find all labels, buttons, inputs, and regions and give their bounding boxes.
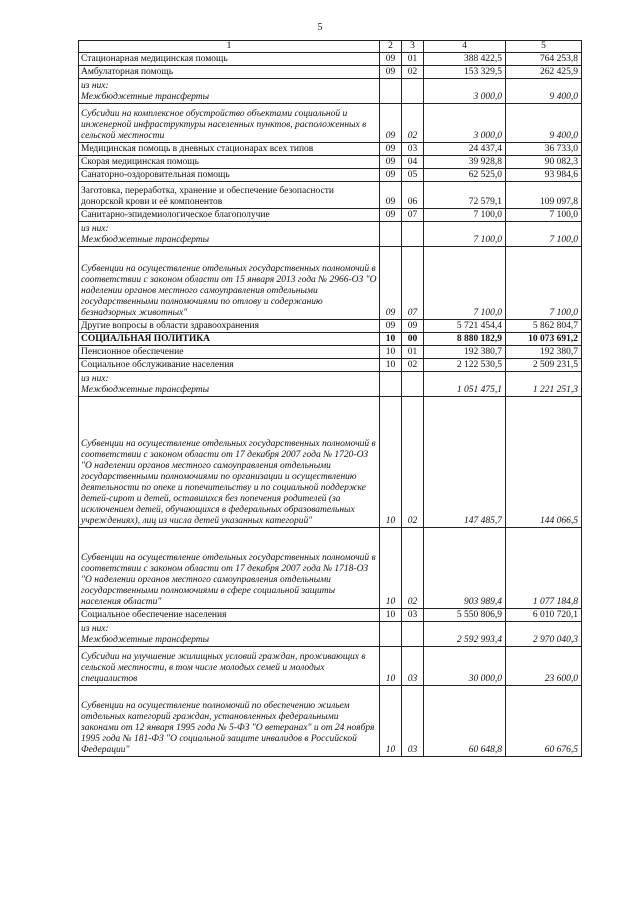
row-value-1-cell: 8 880 182,9 (424, 333, 506, 346)
row-name-cell: Субвенции на осуществление отдельных государственных полномочий в соответствии с законом области от 17 декабря 2007 года № 1718-ОЗ "О наделении органов местного самоуправления отдельными государственными полномочиями в сфере социальной защиты населения области" (79, 528, 380, 609)
row-value-2-cell: 2 509 231,5 (506, 359, 582, 372)
row-subsection-cell: 03 (402, 609, 424, 622)
row-value-2-cell: 9 400,0 (506, 79, 582, 104)
row-value-1-cell: 24 437,4 (424, 143, 506, 156)
row-section-cell: 09 (380, 53, 402, 66)
row-name-cell: Скорая медицинская помощь (79, 156, 380, 169)
row-name-cell: из них: Межбюджетные трансферты (79, 372, 380, 397)
row-section-cell (380, 79, 402, 104)
row-section-cell: 09 (380, 247, 402, 320)
row-section-cell (380, 372, 402, 397)
table-row (79, 528, 582, 609)
table-row (79, 333, 582, 346)
row-subsection-cell: 03 (402, 647, 424, 686)
row-value-2-cell: 36 733,0 (506, 143, 582, 156)
table-row (79, 182, 582, 209)
table-row (79, 104, 582, 143)
row-section-cell (380, 222, 402, 247)
budget-table (78, 40, 582, 757)
table-row (79, 209, 582, 222)
row-section-cell: 09 (380, 66, 402, 79)
table-row (79, 156, 582, 169)
row-name-cell: из них: Межбюджетные трансферты (79, 79, 380, 104)
row-value-2-cell: 6 010 720,1 (506, 609, 582, 622)
table-row (79, 647, 582, 686)
row-subsection-cell: 03 (402, 686, 424, 757)
row-value-2-cell: 60 676,5 (506, 686, 582, 757)
row-value-1-cell: 1 051 475,1 (424, 372, 506, 397)
row-value-1-cell: 3 000,0 (424, 79, 506, 104)
row-value-1-cell: 388 422,5 (424, 53, 506, 66)
row-name-cell: Субвенции на осуществление отдельных государственных полномочий в соответствии с законом области от 17 декабря 2007 года № 1720-ОЗ "О наделении органов местного самоуправления отдельными государственными полномочиями по организации и осуществлению деятельности по опеке и попечительству и по социальной поддержке детей-сирот и детей, оставшихся без попечения родителей (за исключением детей, обучающихся в федеральных образовательных учреждениях), лиц из числа детей указанных категорий" (79, 397, 380, 528)
row-subsection-cell: 06 (402, 182, 424, 209)
row-subsection-cell: 01 (402, 53, 424, 66)
row-name-cell: Амбулаторная помощь (79, 66, 380, 79)
row-subsection-cell: 03 (402, 143, 424, 156)
row-value-1-cell: 7 100,0 (424, 209, 506, 222)
row-name-cell: Заготовка, переработка, хранение и обеспечение безопасности донорской крови и её компонентов (79, 182, 380, 209)
table-row (79, 222, 582, 247)
row-value-1-cell: 7 100,0 (424, 222, 506, 247)
row-subsection-cell: 00 (402, 333, 424, 346)
header-cell: 2 (380, 41, 402, 53)
row-value-2-cell: 109 097,8 (506, 182, 582, 209)
row-name-cell: Другие вопросы в области здравоохранения (79, 320, 380, 333)
row-value-1-cell: 153 329,5 (424, 66, 506, 79)
row-section-cell: 09 (380, 169, 402, 182)
row-value-1-cell: 39 928,8 (424, 156, 506, 169)
row-section-cell: 09 (380, 104, 402, 143)
row-subsection-cell: 02 (402, 66, 424, 79)
row-name-cell: Субвенции на осуществление отдельных государственных полномочий в соответствии с законом области от 15 января 2013 года № 2966-ОЗ "О наделении органов местного самоуправления отдельными государственными полномочиями по отлову и содержанию безнадзорных животных" (79, 247, 380, 320)
row-value-1-cell: 2 122 530,5 (424, 359, 506, 372)
row-section-cell: 09 (380, 320, 402, 333)
table-row (79, 169, 582, 182)
table-row (79, 372, 582, 397)
table-row (79, 346, 582, 359)
table-row (79, 359, 582, 372)
row-value-2-cell: 192 380,7 (506, 346, 582, 359)
table-row (79, 79, 582, 104)
row-section-cell: 10 (380, 346, 402, 359)
row-section-cell: 09 (380, 156, 402, 169)
row-name-cell: Субсидии на улучшение жилищных условий граждан, проживающих в сельской местности, в том числе молодых семей и молодых специалистов (79, 647, 380, 686)
row-subsection-cell (402, 372, 424, 397)
row-section-cell: 10 (380, 528, 402, 609)
row-value-1-cell: 60 648,8 (424, 686, 506, 757)
row-value-2-cell: 10 073 691,2 (506, 333, 582, 346)
row-section-cell: 10 (380, 333, 402, 346)
row-name-cell: Пенсионное обеспечение (79, 346, 380, 359)
row-subsection-cell (402, 622, 424, 647)
row-subsection-cell: 04 (402, 156, 424, 169)
row-value-2-cell: 90 082,3 (506, 156, 582, 169)
row-subsection-cell: 07 (402, 247, 424, 320)
header-cell: 3 (402, 41, 424, 53)
row-value-2-cell: 7 100,0 (506, 209, 582, 222)
row-value-1-cell: 2 592 993,4 (424, 622, 506, 647)
row-value-2-cell: 5 862 804,7 (506, 320, 582, 333)
page-number: 5 (317, 22, 323, 33)
table-row (79, 320, 582, 333)
row-value-2-cell: 23 600,0 (506, 647, 582, 686)
row-section-cell: 09 (380, 182, 402, 209)
row-section-cell: 09 (380, 209, 402, 222)
table-row (79, 686, 582, 757)
table-row (79, 609, 582, 622)
row-value-2-cell: 764 253,8 (506, 53, 582, 66)
row-section-cell (380, 622, 402, 647)
row-subsection-cell (402, 79, 424, 104)
row-value-1-cell: 62 525,0 (424, 169, 506, 182)
table-row (79, 53, 582, 66)
row-subsection-cell: 02 (402, 528, 424, 609)
table-row (79, 66, 582, 79)
row-section-cell: 10 (380, 686, 402, 757)
row-value-2-cell: 144 066,5 (506, 397, 582, 528)
row-name-cell: Субвенции на осуществление полномочий по обеспечению жильем отдельных категорий граждан, установленных федеральными законами от 12 января 1995 года № 5-ФЗ "О ветеранах" и от 24 ноября 1995 года № 181-ФЗ "О социальной защите инвалидов в Российской Федерации" (79, 686, 380, 757)
row-value-1-cell: 192 380,7 (424, 346, 506, 359)
row-subsection-cell: 09 (402, 320, 424, 333)
row-name-cell: Социальное обеспечение населения (79, 609, 380, 622)
row-name-cell: Санитарно-эпидемиологическое благополучие (79, 209, 380, 222)
row-subsection-cell: 02 (402, 359, 424, 372)
row-value-2-cell: 9 400,0 (506, 104, 582, 143)
row-section-cell: 10 (380, 359, 402, 372)
row-value-1-cell: 72 579,1 (424, 182, 506, 209)
row-value-2-cell: 1 077 184,8 (506, 528, 582, 609)
row-subsection-cell: 05 (402, 169, 424, 182)
row-value-1-cell: 7 100,0 (424, 247, 506, 320)
row-subsection-cell: 02 (402, 397, 424, 528)
table-row (79, 622, 582, 647)
table-row (79, 247, 582, 320)
row-value-2-cell: 2 970 040,3 (506, 622, 582, 647)
row-section-cell: 10 (380, 609, 402, 622)
row-name-cell: из них: Межбюджетные трансферты (79, 622, 380, 647)
header-cell: 1 (79, 41, 380, 53)
row-name-cell: Медицинская помощь в дневных стационарах всех типов (79, 143, 380, 156)
row-value-2-cell: 7 100,0 (506, 222, 582, 247)
header-cell: 5 (506, 41, 582, 53)
row-name-cell: Субсидии на комплексное обустройство объектами социальной и инженерной инфраструктуры населенных пунктов, расположенных в сельской местности (79, 104, 380, 143)
table-row (79, 143, 582, 156)
row-value-1-cell: 903 989,4 (424, 528, 506, 609)
row-value-1-cell: 3 000,0 (424, 104, 506, 143)
row-name-cell: из них: Межбюджетные трансферты (79, 222, 380, 247)
row-section-cell: 10 (380, 397, 402, 528)
row-value-2-cell: 93 984,6 (506, 169, 582, 182)
row-value-1-cell: 147 485,7 (424, 397, 506, 528)
row-section-cell: 09 (380, 143, 402, 156)
row-name-cell: Социальное обслуживание населения (79, 359, 380, 372)
table-row (79, 397, 582, 528)
row-subsection-cell: 01 (402, 346, 424, 359)
row-value-1-cell: 30 000,0 (424, 647, 506, 686)
row-subsection-cell (402, 222, 424, 247)
row-value-2-cell: 262 425,9 (506, 66, 582, 79)
row-value-2-cell: 7 100,0 (506, 247, 582, 320)
table-header-row (79, 41, 582, 53)
header-cell: 4 (424, 41, 506, 53)
row-name-cell: СОЦИАЛЬНАЯ ПОЛИТИКА (79, 333, 380, 346)
row-name-cell: Стационарная медицинская помощь (79, 53, 380, 66)
row-value-1-cell: 5 721 454,4 (424, 320, 506, 333)
row-subsection-cell: 02 (402, 104, 424, 143)
row-value-2-cell: 1 221 251,3 (506, 372, 582, 397)
row-subsection-cell: 07 (402, 209, 424, 222)
row-value-1-cell: 5 550 806,9 (424, 609, 506, 622)
row-name-cell: Санаторно-оздоровительная помощь (79, 169, 380, 182)
row-section-cell: 10 (380, 647, 402, 686)
